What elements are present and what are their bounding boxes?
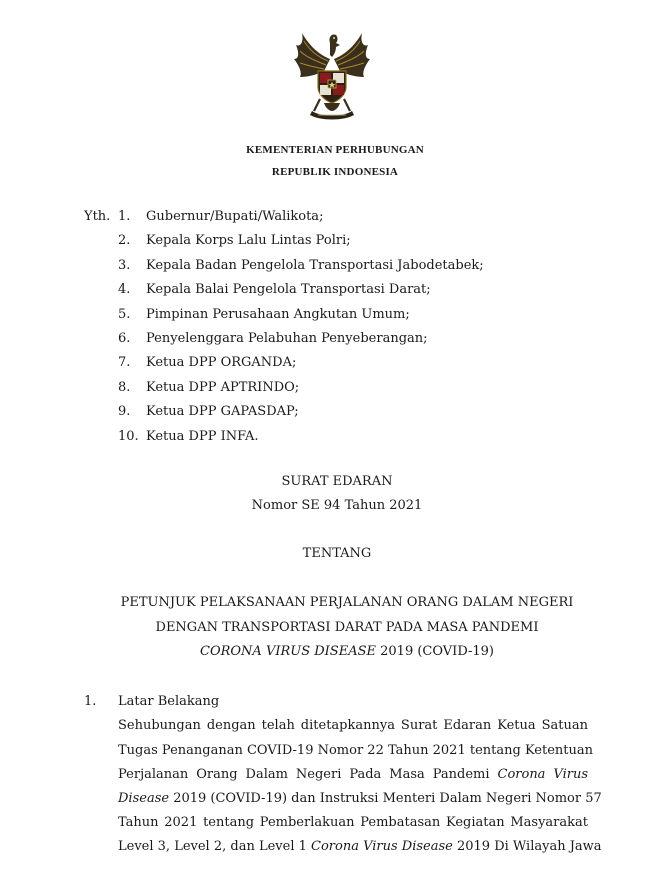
recipient-list [118,209,484,453]
country-name: REPUBLIK INDONESIA [271,166,399,178]
text-run: Perjalanan Orang Dalam Negeri Pada Masa Pandemi [118,767,498,782]
item-text: Kepala Balai Pengelola Transportasi Darat; [146,282,431,298]
item-number: 6. [118,330,131,346]
item-text: Kepala Badan Pengelola Transportasi Jabodetabek; [146,257,484,273]
item-number: 4. [118,282,131,298]
document-number: Nomor SE 94 Tahun 2021 [251,498,423,513]
text-run-italic: Corona Virus Disease [311,839,453,854]
text-run: 2019 Di Wilayah Jawa [452,839,602,854]
section-number: 1. [84,694,97,709]
text-run: 2019 (COVID-19) dan Instruksi Menteri Dalam Negeri Nomor 57 [169,791,602,806]
paragraph-line: Sehubungan dengan telah ditetapkannya Surat Edaran Ketua Satuan [118,718,588,733]
list-item [118,331,484,355]
item-number: 9. [118,404,131,420]
item-number: 8. [118,379,131,395]
text-run-italic: Disease [118,791,170,806]
item-number: 5. [118,306,131,322]
item-text: Ketua DPP GAPASDAP; [146,404,299,420]
document-type: SURAT EDARAN [281,474,393,489]
item-text: Penyelenggara Pelabuhan Penyeberangan; [146,330,428,346]
item-text: Gubernur/Bupati/Walikota; [146,209,324,224]
list-item [118,307,484,331]
paragraph-line [118,791,602,806]
paragraph-line [118,767,588,782]
item-text: Ketua DPP INFA. [146,428,259,444]
about-heading: TENTANG [302,546,372,561]
item-number: 3. [118,257,131,273]
item-number: 10. [118,428,139,444]
paragraph-line [118,839,602,854]
item-text: Pimpinan Perusahaan Angkutan Umum; [146,306,410,322]
garuda-emblem-icon [290,25,374,121]
subject-line-3 [22,644,650,659]
item-number: 2. [118,233,131,249]
paragraph-line: Tugas Penanganan COVID-19 Nomor 22 Tahun 2021 tentang Ketentuan [118,743,594,758]
list-item [118,282,484,306]
subject-line-2: DENGAN TRANSPORTASI DARAT PADA MASA PANDEMI [155,620,539,635]
list-item [118,209,484,233]
list-item [118,429,484,453]
list-item [118,355,484,379]
section-title: Latar Belakang [118,694,220,709]
item-number: 1. [118,209,131,224]
item-number: 7. [118,355,131,371]
item-text: Kepala Korps Lalu Lintas Polri; [146,233,351,249]
subject-italic: CORONA VIRUS DISEASE [200,644,376,659]
item-text: Ketua DPP ORGANDA; [146,355,297,371]
list-item [118,380,484,404]
subject-rest: 2019 (COVID-19) [376,644,494,659]
paragraph-line: Tahun 2021 tentang Pemberlakuan Pembatasan Kegiatan Masyarakat [118,815,588,830]
list-item [118,404,484,428]
text-run-italic: Corona Virus [497,767,588,782]
text-run: Level 3, Level 2, dan Level 1 [118,839,312,854]
addressee-label: Yth. [84,209,111,224]
ministry-name: KEMENTERIAN PERHUBUNGAN [246,144,424,156]
list-item [118,233,484,257]
item-text: Ketua DPP APTRINDO; [146,379,300,395]
subject-line-1: PETUNJUK PELAKSANAAN PERJALANAN ORANG DALAM NEGERI [120,595,574,610]
list-item [118,258,484,282]
